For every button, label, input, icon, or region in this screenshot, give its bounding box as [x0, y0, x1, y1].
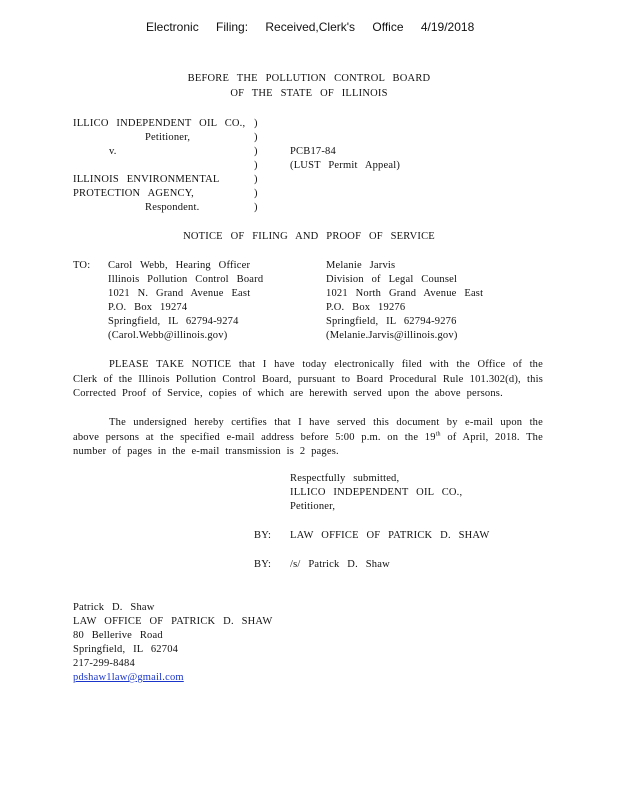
attorney-email-link[interactable]: pdshaw1law@gmail.com — [73, 672, 184, 683]
filing-header-office: Office — [372, 20, 404, 34]
signature-party: ILLICO INDEPENDENT OIL CO., — [290, 487, 463, 498]
filing-header-date: 4/19/2018 — [420, 20, 475, 34]
board-heading-line2: OF THE STATE OF ILLINOIS — [230, 88, 388, 99]
caption-paren: ) — [254, 188, 258, 199]
recipient-street: 1021 North Grand Avenue East — [326, 288, 484, 299]
recipient-city: Springfield, IL 62794-9276 — [326, 316, 457, 327]
case-type: (LUST Permit Appeal) — [290, 160, 401, 171]
recipient-po-box: P.O. Box 19276 — [326, 302, 406, 313]
notice-title: NOTICE OF FILING AND PROOF OF SERVICE — [183, 231, 435, 242]
caption-paren: ) — [254, 146, 258, 157]
versus-label: v. — [109, 146, 117, 157]
caption-paren: ) — [254, 174, 258, 185]
caption-paren: ) — [254, 160, 258, 171]
recipient-email: (Melanie.Jarvis@illinois.gov) — [326, 330, 458, 341]
date-ordinal-suffix: th — [435, 431, 441, 437]
filing-header-electronic: Electronic — [146, 20, 199, 34]
respondent-line1: ILLINOIS ENVIRONMENTAL — [73, 174, 220, 185]
recipient-city: Springfield, IL 62794-9274 — [108, 316, 239, 327]
respondent-line2: PROTECTION AGENCY, — [73, 188, 194, 199]
attorney-phone: 217-299-8484 — [73, 658, 135, 669]
by-label: BY: — [254, 559, 272, 570]
recipient-po-box: P.O. Box 19274 — [108, 302, 188, 313]
recipient-street: 1021 N. Grand Avenue East — [108, 288, 251, 299]
caption-paren: ) — [254, 132, 258, 143]
notice-paragraph: PLEASE TAKE NOTICE that I have today electronically filed with the Office of the Clerk of the Illinois Pollution Control Board, pursuant to Board Procedural Rule 101.302(d), this Corrected Proof of Service, copies of which are herewith served upon the above persons. — [73, 359, 543, 399]
filing-header-received: Received,Clerk's — [265, 20, 356, 34]
caption-paren: ) — [254, 202, 258, 213]
case-number: PCB17-84 — [290, 146, 336, 157]
signature-role: Petitioner, — [290, 501, 336, 512]
electronic-signature: /s/ Patrick D. Shaw — [290, 559, 390, 570]
attorney-firm: LAW OFFICE OF PATRICK D. SHAW — [73, 616, 273, 627]
recipient-email: (Carol.Webb@illinois.gov) — [108, 330, 228, 341]
petitioner-name: ILLICO INDEPENDENT OIL CO., — [73, 118, 246, 129]
petitioner-role: Petitioner, — [145, 132, 191, 143]
certification-paragraph — [73, 416, 543, 460]
recipient-name: Melanie Jarvis — [326, 260, 396, 271]
filing-header — [146, 20, 488, 34]
respondent-role: Respondent. — [145, 202, 200, 213]
by-label: BY: — [254, 530, 272, 541]
recipient-org: Illinois Pollution Control Board — [108, 274, 264, 285]
closing-line: Respectfully submitted, — [290, 473, 400, 484]
attorney-street: 80 Bellerive Road — [73, 630, 163, 641]
caption-paren: ) — [254, 118, 258, 129]
to-label: TO: — [73, 260, 91, 271]
filing-header-filing: Filing: — [216, 20, 249, 34]
attorney-city: Springfield, IL 62704 — [73, 644, 179, 655]
recipient-org: Division of Legal Counsel — [326, 274, 458, 285]
board-heading-line1: BEFORE THE POLLUTION CONTROL BOARD — [187, 73, 431, 84]
attorney-name: Patrick D. Shaw — [73, 602, 155, 613]
by-law-office: LAW OFFICE OF PATRICK D. SHAW — [290, 530, 490, 541]
certification-text-end: of April, 2018. The number of pages in the e-mail transmission is 2 pages. — [73, 431, 543, 457]
certification-text-start: The undersigned hereby certifies that I have served this document by e-mail upon the above persons at the specified e-mail address before 5:00 p.m. on the 19 — [73, 417, 543, 443]
recipient-name: Carol Webb, Hearing Officer — [108, 260, 251, 271]
